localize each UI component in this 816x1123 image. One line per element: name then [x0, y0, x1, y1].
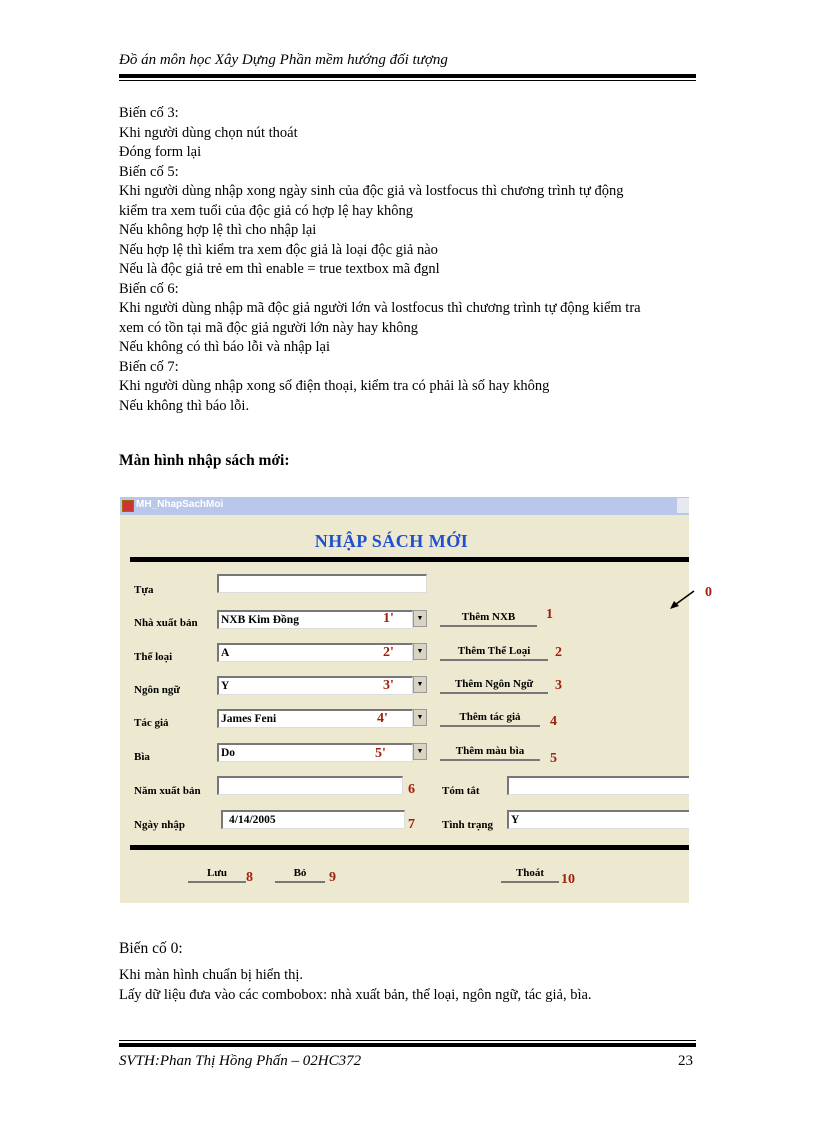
- label-theloai: Thể loại: [134, 651, 173, 663]
- marker-1: 1: [546, 607, 553, 622]
- page-footer: SVTH:Phan Thị Hồng Phấn – 02HC372: [119, 1053, 362, 1069]
- tua-input[interactable]: [217, 574, 427, 593]
- body-line: Khi người dùng chọn nút thoát: [119, 124, 298, 141]
- nxb-combo[interactable]: NXB Kim Đồng: [217, 610, 413, 629]
- them-ngonngu-button[interactable]: Thêm Ngôn Ngữ: [440, 677, 548, 694]
- marker-2: 2: [555, 645, 562, 660]
- marker-5: 5: [550, 751, 557, 766]
- marker-4: 4: [550, 714, 557, 729]
- body-line: Nếu hợp lệ thì kiểm tra xem độc giả là loại độc giả nào: [119, 241, 438, 258]
- label-bia: Bìa: [134, 751, 150, 763]
- tacgia-combo[interactable]: James Feni: [217, 709, 413, 728]
- bien-co-0-line: Khi màn hình chuẩn bị hiển thị.: [119, 967, 304, 983]
- marker-8: 8: [246, 870, 253, 885]
- section-title: Màn hình nhập sách mới:: [119, 452, 290, 469]
- bia-combo[interactable]: Do: [217, 743, 413, 762]
- body-line: Khi người dùng nhập mã độc giả người lớn và lostfocus thì chương trình tự động kiểm tra: [119, 300, 641, 316]
- label-ngaynhap: Ngày nhập: [134, 819, 186, 831]
- body-line: Biến cố 7:: [119, 358, 179, 375]
- label-tua: Tựa: [134, 584, 154, 596]
- body-line: Nếu không thì báo lỗi.: [119, 397, 250, 414]
- label-tomtat: Tóm tắt: [442, 785, 480, 797]
- body-line: xem có tồn tại mã độc giả người lớn này hay không: [119, 319, 419, 336]
- label-nxb: Nhà xuất bản: [134, 617, 198, 629]
- window-control-button[interactable]: [677, 498, 689, 513]
- arrow-icon: [668, 589, 698, 611]
- body-line: Khi người dùng nhập xong ngày sinh của độc giả và lostfocus thì chương trình tự động: [119, 183, 624, 199]
- bottom-divider: [130, 845, 689, 850]
- theloai-combo[interactable]: A: [217, 643, 413, 662]
- ngonngu-combo[interactable]: Y: [217, 676, 413, 695]
- body-line: Nếu không có thì báo lỗi và nhập lại: [119, 339, 331, 355]
- namxb-input[interactable]: [217, 776, 403, 795]
- tacgia-dropdown-button[interactable]: ▼: [413, 709, 427, 726]
- marker-1p: 1': [383, 611, 394, 626]
- marker-4p: 4': [377, 711, 388, 726]
- tomtat-input[interactable]: [507, 776, 689, 795]
- luu-button[interactable]: Lưu: [188, 866, 246, 883]
- ngonngu-dropdown-button[interactable]: ▼: [413, 676, 427, 693]
- body-text: [119, 104, 699, 416]
- nxb-dropdown-button[interactable]: ▼: [413, 610, 427, 627]
- them-theloai-button[interactable]: Thêm Thể Loại: [440, 644, 548, 661]
- page-number: 23: [678, 1053, 693, 1069]
- marker-5p: 5': [375, 746, 386, 761]
- bien-co-0-line: Lấy dữ liệu đưa vào các combobox: nhà xuất bản, thể loại, ngôn ngữ, tác giả, bìa.: [119, 987, 592, 1003]
- marker-0: 0: [705, 585, 712, 600]
- bia-dropdown-button[interactable]: ▼: [413, 743, 427, 760]
- body-line: Nếu là độc giả trẻ em thì enable = true textbox mã đgnl: [119, 261, 440, 277]
- label-tacgia: Tác giả: [134, 717, 169, 729]
- body-line: Biến cố 5:: [119, 163, 179, 180]
- footer-rule-thin: [119, 1040, 696, 1041]
- marker-9: 9: [329, 870, 336, 885]
- window-title: MH_NhapSachMoi: [136, 499, 224, 510]
- label-tinhtrang: Tình trạng: [442, 819, 494, 831]
- body-line: kiểm tra xem tuổi của độc giả có hợp lệ hay không: [119, 202, 413, 219]
- tinhtrang-input[interactable]: Y: [507, 810, 689, 829]
- thoat-button[interactable]: Thoát: [501, 866, 559, 883]
- theloai-dropdown-button[interactable]: ▼: [413, 643, 427, 660]
- them-nxb-button[interactable]: Thêm NXB: [440, 610, 537, 627]
- form-heading: NHẬP SÁCH MỚI: [314, 531, 469, 551]
- header-rule-thin: [119, 80, 696, 81]
- body-line: Khi người dùng nhập xong số điện thoại, kiểm tra có phải là số hay không: [119, 378, 550, 394]
- app-icon: [122, 500, 134, 512]
- marker-3: 3: [555, 678, 562, 693]
- form-screenshot: [120, 497, 689, 903]
- them-maubia-button[interactable]: Thêm màu bìa: [440, 744, 540, 761]
- marker-3p: 3': [383, 678, 394, 693]
- bien-co-0-heading: Biến cố 0:: [119, 940, 183, 957]
- marker-6: 6: [408, 782, 415, 797]
- ngaynhap-input[interactable]: 4/14/2005: [221, 810, 405, 829]
- them-tacgia-button[interactable]: Thêm tác giả: [440, 710, 540, 727]
- label-namxb: Năm xuất bản: [134, 785, 201, 797]
- marker-7: 7: [408, 817, 415, 832]
- body-line: Đóng form lại: [119, 144, 202, 160]
- bo-button[interactable]: Bỏ: [275, 866, 325, 883]
- top-divider: [130, 557, 689, 562]
- body-line: Nếu không hợp lệ thì cho nhập lại: [119, 222, 317, 238]
- label-ngonngu: Ngôn ngữ: [134, 684, 181, 696]
- body-line: Biến cố 3:: [119, 105, 179, 121]
- marker-2p: 2': [383, 645, 394, 660]
- footer-rule: [119, 1043, 696, 1047]
- page-header: Đồ án môn học Xây Dựng Phần mềm hướng đối tượng: [119, 52, 448, 68]
- header-rule: [119, 74, 696, 78]
- window-titlebar: [120, 497, 689, 515]
- body-line: Biến cố 6:: [119, 280, 179, 297]
- marker-10: 10: [561, 872, 575, 887]
